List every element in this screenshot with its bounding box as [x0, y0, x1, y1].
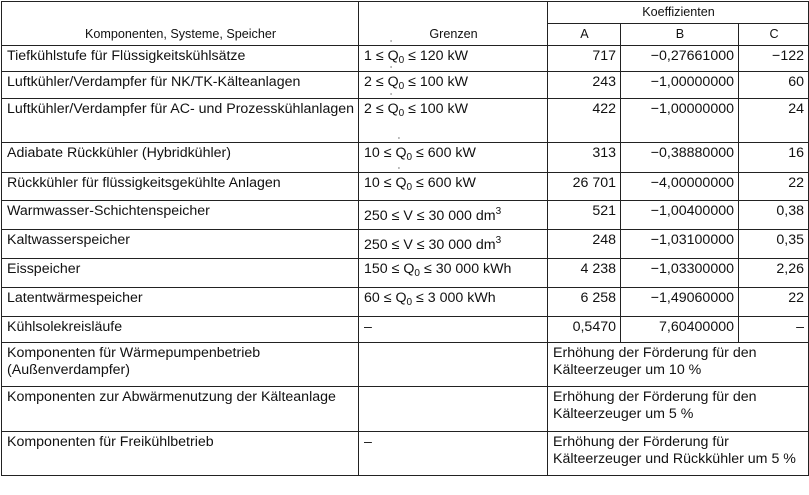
superscript-three: 3 [495, 235, 502, 246]
limit-cell [359, 135, 548, 173]
le-symbol: ≤ [408, 74, 416, 90]
limit-cell [359, 387, 548, 432]
limit-min: 150 [364, 261, 388, 277]
limit-cell [359, 230, 548, 259]
le-symbol: ≤ [375, 48, 384, 64]
limit-cell [359, 91, 548, 143]
component-name: Tiefkühlstufe für Flüssigkeitskühlsätze [2, 46, 359, 72]
coef-b: −0,27661000 [621, 46, 739, 72]
header-limits: Grenzen [359, 2, 548, 46]
limit-min: 250 [364, 237, 388, 253]
coef-c: 2,26 [739, 259, 809, 288]
table-row [2, 317, 809, 343]
q-letter: Q [387, 74, 399, 90]
coef-c: 0,35 [739, 230, 809, 259]
subscript-zero: 0 [406, 297, 413, 308]
coef-c: −122 [739, 46, 809, 72]
component-name: Adiabate Rückkühler (Hybridkühler) [2, 143, 359, 173]
limit-max: 100 [419, 74, 444, 90]
subscript-zero: 0 [414, 268, 420, 279]
limit-cell [359, 259, 548, 288]
dot-accent: ˙ [397, 165, 402, 179]
coefficients-table [1, 1, 809, 476]
coef-a: 717 [548, 46, 621, 72]
limit-cell: – [359, 432, 548, 476]
coef-a: 313 [548, 143, 621, 173]
coefficient-note: Erhöhung der Förderung für Kälteerzeuger und Rückkühler um 5 % [548, 432, 809, 476]
coef-c: 24 [739, 99, 809, 143]
limit-max: 120 [419, 48, 444, 64]
le-symbol: ≤ [408, 101, 416, 117]
coef-c: 16 [739, 143, 809, 173]
le-symbol: ≤ [375, 101, 384, 117]
coefficient-note: Erhöhung der Förderung für den Kälteerzeuger um 5 % [548, 387, 809, 432]
coef-c: 60 [739, 72, 809, 99]
table-row [2, 432, 809, 476]
coef-b: −1,03100000 [621, 230, 739, 259]
header-col-a: A [548, 24, 621, 46]
coef-b: −1,03300000 [621, 259, 739, 288]
header-col-b: B [621, 24, 739, 46]
table-body [2, 38, 809, 476]
limit-unit: kWh [483, 261, 512, 277]
limit-min: 250 [364, 208, 388, 224]
limit-cell [359, 38, 548, 72]
coef-b: −1,49060000 [621, 288, 739, 317]
limit-cell [359, 288, 548, 317]
limit-unit: dm [475, 208, 496, 224]
coefficient-note: Erhöhung der Förderung für den Kälteerzeuger um 10 % [548, 343, 809, 387]
coef-a: 422 [548, 99, 621, 143]
limit-unit: kW [447, 74, 469, 90]
superscript-three: 3 [495, 206, 502, 217]
table-row [2, 259, 809, 288]
dot-accent: ˙ [397, 135, 402, 149]
coef-a: 0,5470 [548, 317, 621, 343]
limit-unit: kW [447, 101, 469, 117]
le-symbol: ≤ [383, 290, 392, 306]
limit-cell [359, 343, 548, 387]
coef-a: 243 [548, 72, 621, 99]
le-symbol: ≤ [416, 290, 424, 306]
limit-max: 30 000 [428, 237, 472, 253]
limit-unit: kW [455, 175, 476, 191]
table-row [2, 288, 809, 317]
limit-unit: kWh [467, 290, 496, 306]
subscript-zero: 0 [398, 55, 405, 66]
q-letter: Q [395, 145, 407, 161]
le-symbol: ≤ [416, 175, 424, 191]
limit-max: 30 000 [435, 261, 480, 277]
limit-min: 1 [364, 48, 372, 64]
subscript-zero: 0 [406, 152, 413, 163]
component-name: Latentwärmespeicher [2, 288, 359, 317]
component-name: Rückkühler für flüssigkeitsgekühlte Anlagen [2, 173, 359, 201]
component-name: Komponenten zur Abwärmenutzung der Kälteanlage [2, 387, 359, 432]
le-symbol: ≤ [383, 175, 392, 191]
limit-min: 2 [364, 101, 372, 117]
le-symbol: ≤ [383, 145, 392, 161]
dot-accent: ˙ [389, 91, 394, 105]
table-row [2, 72, 809, 99]
component-name: Komponenten für Freikühlbetrieb [2, 432, 359, 476]
q-symbol: Q [403, 261, 415, 277]
coef-a: 6 258 [548, 288, 621, 317]
v-symbol: V [403, 237, 413, 253]
coef-a: 248 [548, 230, 621, 259]
q-letter: Q [387, 101, 399, 117]
limit-unit: dm [475, 237, 496, 253]
qdot-symbol [387, 38, 399, 65]
coef-a: 521 [548, 201, 621, 230]
limit-max: 100 [419, 101, 444, 117]
coef-a: 26 701 [548, 173, 621, 201]
coef-b: 7,60400000 [621, 317, 739, 343]
table-row [2, 201, 809, 230]
table-row [2, 230, 809, 259]
table-row [2, 143, 809, 173]
limit-max: 600 [427, 175, 452, 191]
limit-unit: kW [447, 48, 469, 64]
coef-b: −1,00400000 [621, 201, 739, 230]
component-name: Eisspeicher [2, 259, 359, 288]
coef-b: −1,00000000 [621, 72, 739, 99]
le-symbol: ≤ [416, 237, 425, 253]
qdot-symbol [387, 91, 399, 118]
coef-c: 0,38 [739, 201, 809, 230]
le-symbol: ≤ [416, 145, 424, 161]
header-coefficients: Koeffizienten [548, 2, 809, 24]
table-row [2, 173, 809, 201]
limit-min: 60 [364, 290, 380, 306]
qdot-symbol [387, 64, 399, 91]
coef-b: −0,38880000 [621, 143, 739, 173]
q-letter: Q [387, 48, 399, 64]
limit-cell [359, 64, 548, 99]
le-symbol: ≤ [416, 208, 425, 224]
table-row [2, 387, 809, 432]
coef-b: −1,00000000 [621, 99, 739, 143]
component-name: Komponenten für Wärmepumpenbetrieb (Außenverdampfer) [2, 343, 359, 387]
coef-c: – [739, 317, 809, 343]
le-symbol: ≤ [391, 237, 400, 253]
q-symbol: Q [395, 290, 407, 306]
le-symbol: ≤ [408, 48, 416, 64]
subscript-zero: 0 [406, 182, 413, 193]
table-row [2, 99, 809, 143]
dot-accent: ˙ [389, 38, 394, 52]
le-symbol: ≤ [375, 74, 384, 90]
coef-c: 22 [739, 173, 809, 201]
coef-c: 22 [739, 288, 809, 317]
limit-cell [359, 201, 548, 230]
header-col-c: C [739, 24, 809, 46]
qdot-symbol [395, 165, 407, 192]
table-row [2, 46, 809, 72]
coef-b: −4,00000000 [621, 173, 739, 201]
component-name: Luftkühler/Verdampfer für NK/TK-Kälteanlagen [2, 72, 359, 99]
component-name: Kühlsolekreisläufe [2, 317, 359, 343]
header-components: Komponenten, Systeme, Speicher [2, 2, 359, 46]
component-name: Luftkühler/Verdampfer für AC- und Prozesskühlanlagen [2, 99, 359, 143]
le-symbol: ≤ [423, 261, 432, 277]
le-symbol: ≤ [391, 208, 400, 224]
subscript-zero: 0 [398, 81, 405, 92]
q-letter: Q [395, 175, 407, 191]
coef-a: 4 238 [548, 259, 621, 288]
limit-max: 600 [427, 145, 452, 161]
v-symbol: V [403, 208, 413, 224]
component-name: Kaltwasserspeicher [2, 230, 359, 259]
table-row [2, 343, 809, 387]
limit-unit: kW [455, 145, 476, 161]
limit-cell [359, 165, 548, 201]
qdot-symbol [395, 135, 407, 162]
limit-max: 3 000 [427, 290, 464, 306]
limit-max: 30 000 [428, 208, 472, 224]
limit-min: 2 [364, 74, 372, 90]
le-symbol: ≤ [391, 261, 400, 277]
subscript-zero: 0 [398, 108, 405, 119]
component-name: Warmwasser-Schichtenspeicher [2, 201, 359, 230]
dot-accent: ˙ [389, 64, 394, 78]
limit-min: 10 [364, 175, 380, 191]
limit-cell: – [359, 317, 548, 343]
limit-min: 10 [364, 145, 380, 161]
